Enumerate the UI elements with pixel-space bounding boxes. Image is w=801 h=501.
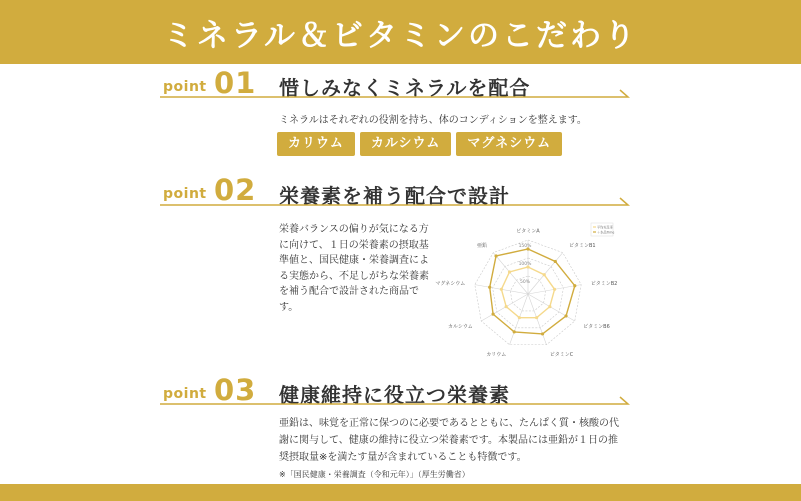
radar-ring-label: 150% [518,244,532,249]
radar-axis-label: ビタミンA [516,228,540,235]
radar-data-point [494,254,497,257]
section-divider [160,88,635,104]
radar-axis-label: 亜鉛 [477,243,488,250]
point-label: point [163,386,207,402]
radar-legend-label: ＋本品Time [597,230,615,235]
radar-data-point [543,273,546,276]
radar-data-point [508,270,511,273]
radar-axis-label: ビタミンB2 [590,280,618,287]
radar-ring-label: 100% [518,262,532,267]
radar-spoke [481,294,528,321]
radar-axis-label: ビタミンC [549,351,574,358]
page-title: ミネラル＆ビタミンのこだわり [162,17,639,54]
radar-data-point [564,314,567,317]
radar-axis-label: カルシウム [447,323,473,330]
section-divider [160,196,635,212]
radar-data-point [488,286,491,289]
radar-data-point [573,284,576,287]
point-number: 02 [214,173,257,207]
mineral-tags [277,132,562,156]
radar-data-point [541,332,544,335]
tag-calcium: カルシウム [360,132,452,156]
radar-spoke [493,253,528,294]
point-label: point [163,186,207,202]
radar-axis-label: マグネシウム [435,280,466,287]
radar-data-point [553,288,556,291]
radar-ring-label: 50% [519,280,531,285]
point-label: point [163,79,207,95]
section-divider [160,395,635,411]
radar-data-point [535,316,538,319]
radar-axis-label: ビタミンB6 [583,323,610,330]
radar-axis-label: カリウム [486,351,507,358]
section-title: 惜しみなくミネラルを配合 [279,76,531,100]
section-title: 健康維持に役立つ栄養素 [279,383,510,407]
radar-spoke [528,294,575,321]
radar-axis-label: ビタミンB1 [568,243,596,250]
tag-magnesium: マグネシウム [456,132,562,156]
point-number: 01 [214,66,257,100]
radar-data-point [491,313,494,316]
radar-data-point [513,330,516,333]
source-footnote: ※「国民健康・栄養調査（令和元年）」（厚生労働省） [279,470,470,479]
tag-potassium: カリウム [277,132,355,156]
nutrient-radar-chart [435,215,618,365]
radar-data-point [518,316,521,319]
radar-data-point [548,305,551,308]
footer-band [0,484,801,501]
radar-data-point [500,288,503,291]
section-description: 栄養バランスの偏りが気になる方に向けて、１日の栄養素の摂取基準値と、国民健康・栄養調査による実態から、不足しがちな栄養素を補う配合で設計された商品です。 [279,224,429,313]
radar-data-point [505,305,508,308]
section-description: 亜鉛は、味覚を正常に保つのに必要であるとともに、たんぱく質・核酸の代謝に関与して、健康の維持に役立つ栄養素です。本製品には亜鉛が１日の推奨摂取量※を満たす量が含まれていることも特徴です。 [279,418,619,463]
point-number: 03 [214,373,257,407]
section-description: ミネラルはそれぞれの役割を持ち、体のコンディションを整えます。 [279,115,587,126]
section-title: 栄養素を補う配合で設計 [279,184,510,208]
radar-data-point [554,260,557,263]
radar-legend-label: 平均充足率 [597,225,613,230]
radar-spoke [528,253,563,294]
header-banner [0,0,801,64]
